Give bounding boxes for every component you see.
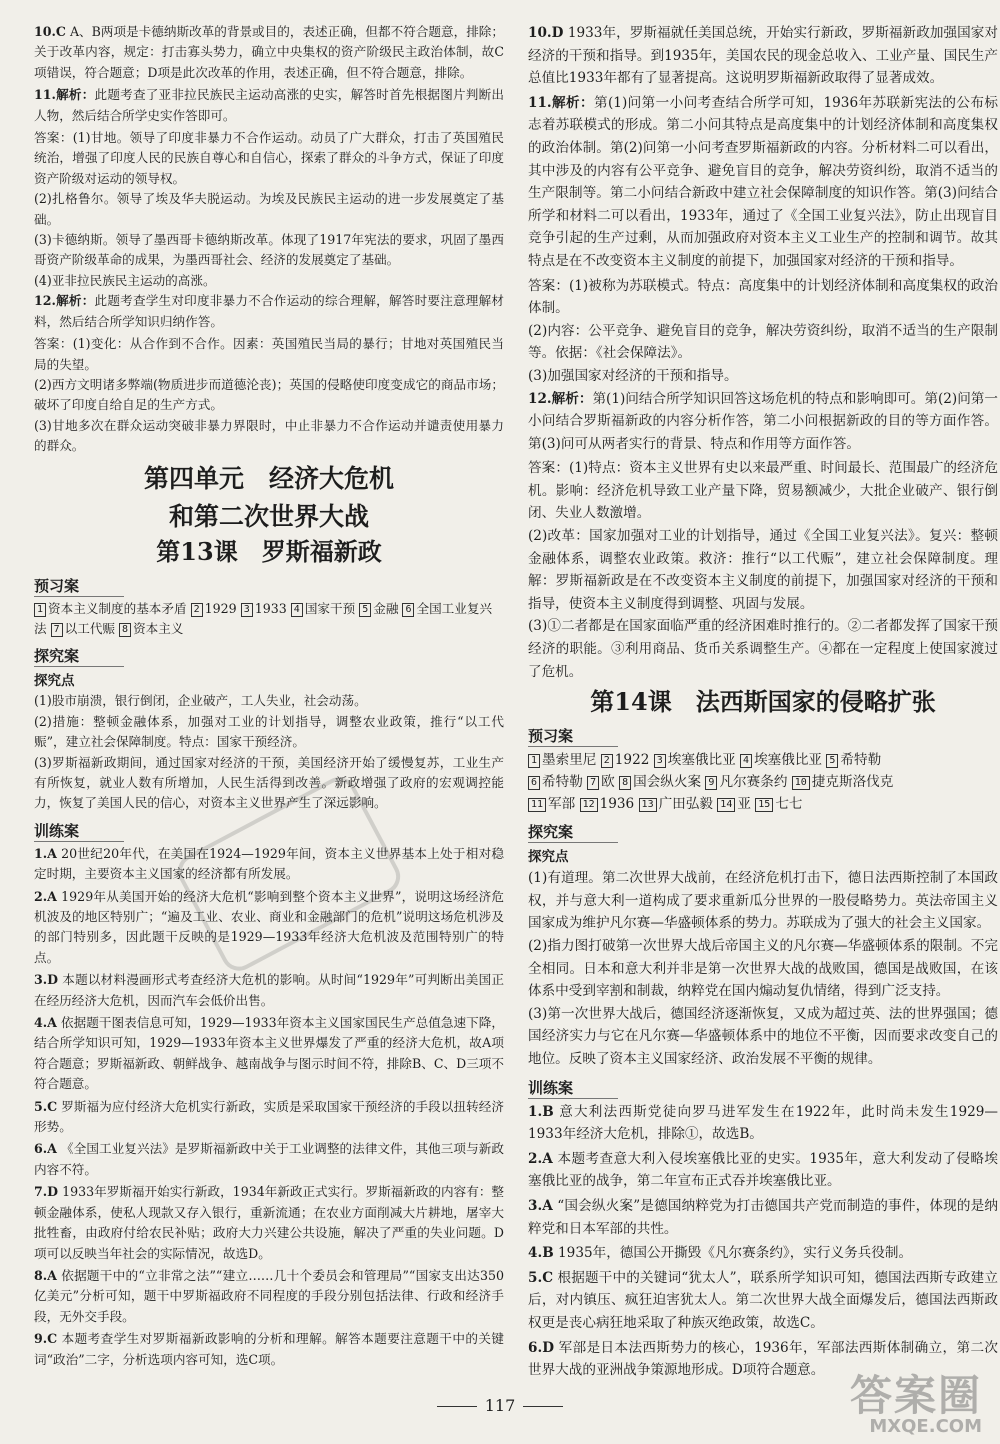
explore-item-2: (2)措施：整顿金融体系，加强对工业的计划指导，调整农业政策，推行“以工代赈”，建立社会保障制度。特点：国家干预经济。 xyxy=(34,713,504,750)
answer-10: 10.C A、B两项是卡德纳斯改革的背景或目的，表述正确，但都不符合题意，排除；关于改革内容，规定：打击寡头势力，确立中央集权的资产阶级民主政治体制，故C项错误，符合题意；D项是此次改革的作用，表述正确，但不符合题意，排除。 xyxy=(34,24,504,80)
site-watermark xyxy=(849,1371,982,1437)
preview-item: 7 以工代赈 xyxy=(51,621,115,636)
answer-12-analysis: 12.解析：此题考查学生对印度非暴力不合作运动的综合理解，解答时要注意理解材料，然后结合所学知识归纳作答。 xyxy=(34,293,504,329)
answer-12-part-3: (3)甘地多次在群众运动突破非暴力界限时，中止非暴力不合作运动并谴责使用暴力的群众。 xyxy=(34,417,504,454)
answer-11-part-2: (2)扎格鲁尔。领导了埃及华夫脱运动。为埃及民族民主运动的进一步发展奠定了基础。 xyxy=(34,191,504,227)
explore-point-label: 探究点 xyxy=(34,673,75,690)
preview-answers xyxy=(34,599,504,640)
preview-item: 8 资本主义 xyxy=(119,621,183,636)
left-column xyxy=(34,22,504,1372)
unit-title-line-2: 和第二次世界大战 xyxy=(168,501,369,531)
preview-heading: 预习案 xyxy=(528,725,618,747)
lesson-13-title: 第13课 罗斯福新政 xyxy=(156,536,382,566)
training-answer: 9.C 本题考查学生对罗斯福新政影响的分析和理解。解答本题要注意题干中的关键词“政治”二字，分析选项内容可知，选C项。 xyxy=(34,1331,504,1367)
answer-12-part-2: (2)改革：国家加强对工业的计划指导，通过《全国工业复兴法》。复兴：整顿金融体系，调整农业政策。救济：推行“以工代赈”，建立社会保障制度。理解：罗斯福新政是在不改变资本主义制度的前提下，加强国家对经济的干预和指导，使资本主义制度得到调整、巩固与发展。 xyxy=(528,528,998,612)
preview-item: 3 1933 xyxy=(241,601,287,616)
training-heading: 训练案 xyxy=(34,820,124,842)
training-answer: 2.A 本题考查意大利入侵埃塞俄比亚的史实。1935年，意大利发动了侵略埃塞俄比亚的战争，第二年宣布正式吞并埃塞俄比亚。 xyxy=(528,1150,999,1190)
training-answer: 4.B 1935年，德国公开撕毁《凡尔赛条约》，实行义务兵役制。 xyxy=(528,1245,913,1262)
explore-item-2: (2)指力图打破第一次世界大战后帝国主义的凡尔赛—华盛顿体系的限制。不完全相同。日本和意大利并非是第一次世界大战的战败国，德国是战败国，在该体系中受到宰割和制裁，纳粹党在国内煽动复仇情绪，得到广泛支持。 xyxy=(528,938,998,1000)
answer-12-part-2: (2)西方文明诸多弊端(物质进步而道德沦丧)；英国的侵略使印度变成它的商品市场；破坏了印度自给自足的生产方式。 xyxy=(34,376,504,413)
training-answer: 6.A 《全国工业复兴法》是罗斯福新政中关于工业调整的法律文件，其他三项与新政内容不符。 xyxy=(34,1141,504,1177)
answer-11-part-3: (3)卡德纳斯。领导了墨西哥卡德纳斯改革。体现了1917年宪法的要求，巩固了墨西哥资产阶级革命的成果，为墨西哥社会、经济的发展奠定了基础。 xyxy=(34,232,504,268)
training-answer: 6.D 军部是日本法西斯势力的核心，1936年，军部法西斯体制确立，第二次世界大战的亚洲战争策源地形成。D项符合题意。 xyxy=(528,1339,998,1379)
unit-title-line-1: 第四单元 经济大危机 xyxy=(143,463,394,493)
preview-answers-line: 6 希特勒 7 欧 8 国会纵火案 9 凡尔赛条约 10 捷克斯洛伐克 xyxy=(528,771,998,793)
answer-12-part-1: 答案：(1)变化：从合作到不合作。因素：英国殖民当局的暴行；甘地对英国殖民当局的失望。 xyxy=(34,336,504,372)
training-answer: 4.A 依据题干图表信息可知，1929—1933年资本主义国家国民生产总值急速下降，结合所学知识可知，1929—1933年资本主义世界爆发了严重的经济大危机，故A项符合题意；罗斯福新政、朝鲜战争、越南战争与图示时间不符，排除B、C、D三项不符合题意。 xyxy=(34,1015,504,1092)
training-answer: 1.A 20世纪20年代，在美国在1924—1929年间，资本主义世界基本上处于相对稳定时期，主要资本主义国家的经济都有所发展。 xyxy=(34,845,504,882)
preview-item: 1 资本主义制度的基本矛盾 xyxy=(34,601,187,616)
explore-item-3: (3)罗斯福新政期间，通过国家对经济的干预，美国经济开始了缓慢复苏，工业生产有所恢复，就业人数有所增加，人民生活得到改善。新政增强了政府的宏观调控能力，恢复了美国人民的信心，对资本主义世界产生了深远影响。 xyxy=(34,754,504,811)
explore-item-1: (1)有道理。第二次世界大战前，在经济危机打击下，德日法西斯控制了本国政权，并与意大利一道构成了要求重新瓜分世界的一股侵略势力。英法帝国主义国家成为维护凡尔赛—华盛顿体系的势力。苏联成为了强大的社会主义国家。 xyxy=(528,870,998,932)
preview-item: 4 国家干预 xyxy=(291,601,355,616)
answer-10: 10.D 1933年，罗斯福就任美国总统，开始实行新政，罗斯福新政加强国家对经济的干预和指导。到1935年，美国农民的现金总收入、工业产量、国民生产总值比1933年都有了显著提高。这说明罗斯福新政取得了显著成效。 xyxy=(528,25,998,87)
explore-point-label: 探究点 xyxy=(528,849,569,866)
explore-item-3: (3)第一次世界大战后，德国经济逐渐恢复，又成为超过英、法的世界强国；德国经济实力与它在凡尔赛—华盛顿体系中的地位不平衡，因而要求改变自己的地位。反映了资本主义国家经济、政治发展不平衡的规律。 xyxy=(528,1005,998,1067)
answer-12-part-3: (3)①二者都是在国家面临严重的经济困难时推行的。②二者都发挥了国家干预经济的职能。③利用商品、货币关系调整生产。④都在一定程度上使国家渡过了危机。 xyxy=(528,618,998,680)
watermark-logo-text: 答案圈 xyxy=(849,1371,982,1420)
training-answer: 3.D 本题以材料漫画形式考查经济大危机的影响。从时间“1929年”可判断出美国正在经历经济大危机，因而汽车会低价出售。 xyxy=(34,972,504,1008)
answer-11-analysis: 11.解析：此题考查了亚非拉民族民主运动高涨的史实，解答时首先根据图片判断出人物，然后结合所学史实作答即可。 xyxy=(34,87,504,123)
answer-11-part-2: (2)内容：公平竞争、避免盲目的竞争，解决劳资纠纷，取消不适当的生产限制等。依据：《社会保障法》。 xyxy=(528,322,998,362)
answer-11-part-1: 答案：(1)甘地。领导了印度非暴力不合作运动。动员了广大群众，打击了英国殖民统治，增强了印度人民的民族自尊心和自信心，探索了群众的斗争方式，保证了印度资产阶级对运动的领导权。 xyxy=(34,130,504,186)
footer-dash-left xyxy=(437,1406,477,1407)
preview-item: 6 全国工业复兴法 xyxy=(34,600,493,636)
explore-item-1: (1)股市崩溃，银行倒闭，企业破产，工人失业，社会动荡。 xyxy=(34,693,367,709)
preview-heading: 预习案 xyxy=(34,575,124,597)
answer-12-analysis: 12.解析：第(1)问结合所学知识回答这场危机的特点和影响即可。第(2)问第一小问结合罗斯福新政的内容分析作答，第二小问根据新政的目的等方面作答。第(3)问可从两者实行的背景、特点和作用等方面作答。 xyxy=(528,390,998,452)
answer-11-part-3: (3)加强国家对经济的干预和指导。 xyxy=(528,367,738,384)
answer-11-part-4: (4)亚非拉民族民主运动的高涨。 xyxy=(34,272,216,288)
right-column xyxy=(528,22,998,1384)
explore-heading: 探究案 xyxy=(528,821,618,843)
answer-11-part-1: 答案：(1)被称为苏联模式。特点：高度集中的计划经济体制和高度集权的政治体制。 xyxy=(528,277,998,317)
training-answer: 1.B 意大利法西斯党徒向罗马进军发生在1922年，此时尚未发生1929—1933年经济大危机，排除①，故选B。 xyxy=(528,1103,998,1143)
preview-item: 5 金融 xyxy=(359,601,398,616)
lesson-14-title: 第14课 法西斯国家的侵略扩张 xyxy=(590,687,936,717)
page-number: 117 xyxy=(484,1396,516,1415)
footer-dash-right xyxy=(523,1406,563,1407)
answer-12-part-1: 答案：(1)特点：资本主义世界有史以来最严重、时间最长、范围最广的经济危机。影响：经济危机导致工业产量下降，贸易额减少，大批企业破产、银行倒闭、失业人数激增。 xyxy=(528,460,998,522)
watermark-url: MXQE.COM xyxy=(869,1416,982,1437)
training-answer: 8.A 依据题干中的“立非常之法”“建立……几十个委员会和管理局”“国家支出达350亿美元”分析可知，题干中罗斯福政府不同程度的手段分别包括法律、行政和经济手段，无外交手段。 xyxy=(34,1267,504,1324)
explore-heading: 探究案 xyxy=(34,645,124,667)
training-answer: 5.C 罗斯福为应付经济大危机实行新政，实质是采取国家干预经济的手段以扭转经济形势。 xyxy=(34,1098,504,1135)
training-answer: 2.A 1929年从美国开始的经济大危机“影响到整个资本主义世界”，说明这场经济危机波及的地区特别广；“遍及工业、农业、商业和金融部门的危机”说明这场危机涉及的部门特别多，因此题干反映的是1929—1933年经济大危机波及范围特别广的特点。 xyxy=(34,888,504,965)
training-answer: 7.D 1933年罗斯福开始实行新政，1934年新政正式实行。罗斯福新政的内容有：整顿金融体系，使私人现款又存入银行，重新流通；在农业方面削减大片耕地，屠宰大批牲畜，由政府付给农民补贴；政府大力兴建公共设施，解决了严重的失业问题。D项可以反映当年社会的实际情况，故选D。 xyxy=(34,1184,505,1261)
training-answer: 3.A “国会纵火案”是德国纳粹党为打击德国共产党而制造的事件，体现的是纳粹党和日本军部的共性。 xyxy=(528,1197,998,1237)
training-heading: 训练案 xyxy=(528,1077,618,1099)
training-answer: 5.C 根据题干中的关键词“犹太人”，联系所学知识可知，德国法西斯专政建立后，对内镇压、疯狂迫害犹太人。第二次世界大战全面爆发后，德国法西斯政权更是丧心病狂地采取了种族灭绝政策，故选C。 xyxy=(528,1269,998,1331)
preview-item: 2 1929 xyxy=(191,601,237,616)
answer-11-analysis: 11.解析：第(1)问第一小问考查结合所学可知，1936年苏联新宪法的公布标志着苏联模式的形成。第二小问其特点是高度集中的计划经济体制和高度集权的政治体制。第(2)问第一小问考查罗斯福新政的内容。分析材料二可以看出，其中涉及的内容有公平竞争、避免盲目的竞争，解决劳资纠纷，取消不适当的生产限制等。第二小问结合新政中建立社会保障制度的知识作答。第(3)问结合所学和材料二可以看出，1933年，通过了《全国工业复兴法》，防止出现盲目竞争引起的生产过剩，从而加强政府对资本主义工业生产的控制和调节。故其特点是在不改变资本主义制度的前提下，加强国家对经济的干预和指导。 xyxy=(528,94,998,269)
preview-answers-line: 1 墨索里尼 2 1922 3 埃塞俄比亚 4 埃塞俄比亚 5 希特勒 xyxy=(528,749,998,771)
preview-answers-line: 11 军部 12 1936 13 广田弘毅 14 亚 15 七七 xyxy=(528,793,998,815)
